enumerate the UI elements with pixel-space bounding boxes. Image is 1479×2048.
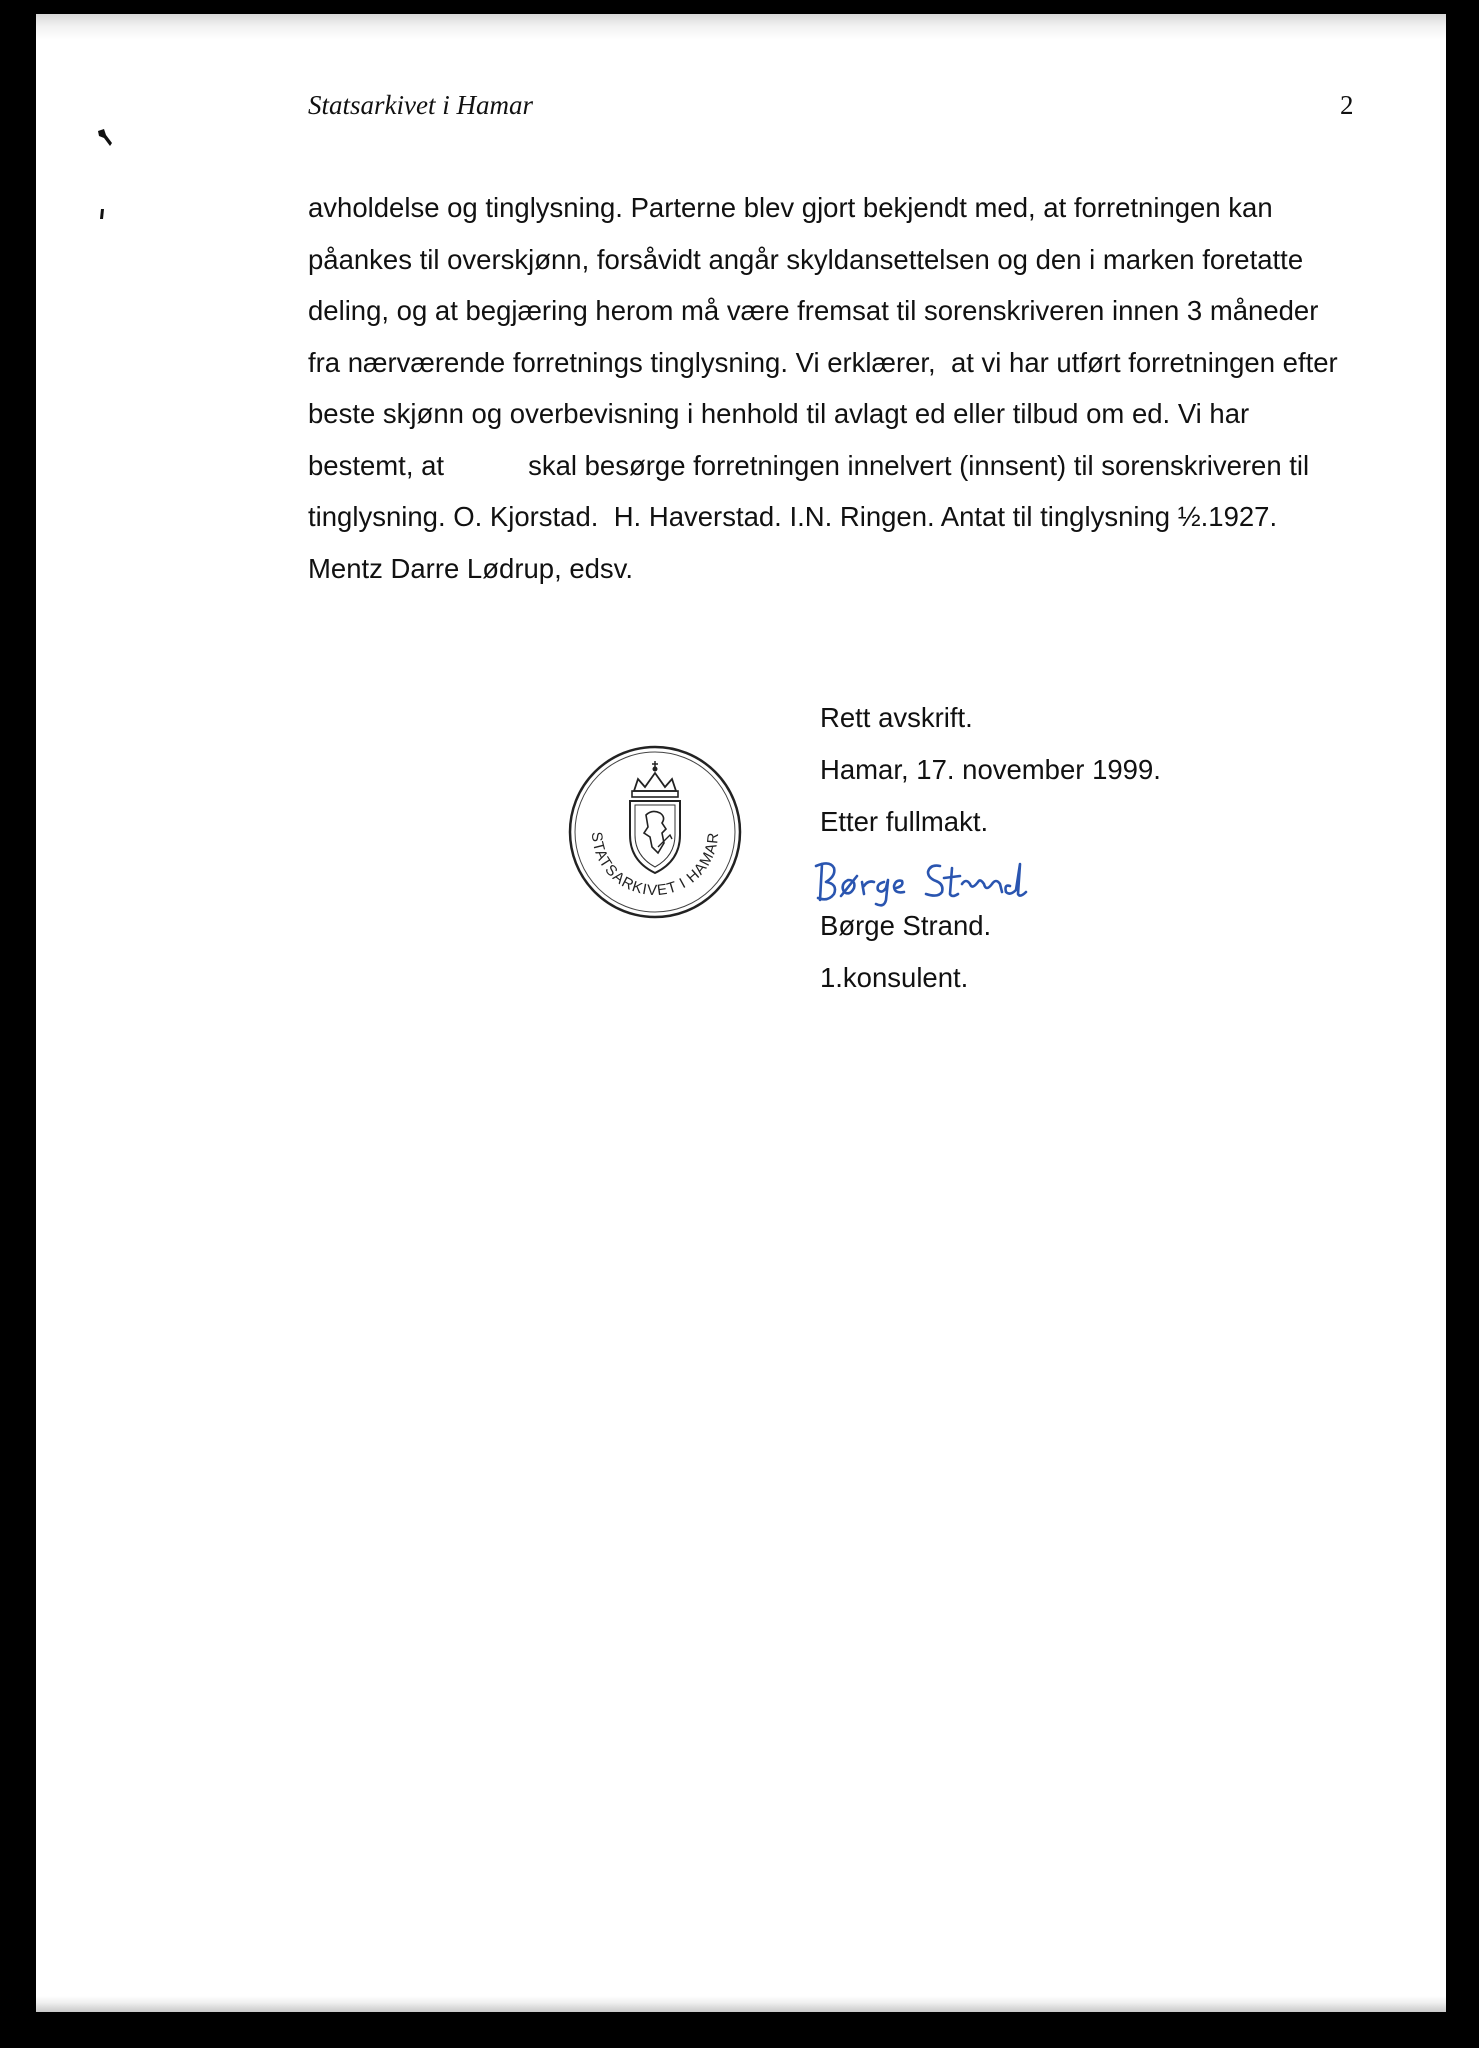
body-line: beste skjønn og overbevisning i henhold til avlagt ed eller tilbud om ed. Vi har (308, 398, 1250, 429)
body-line: Mentz Darre Lødrup, edsv. (308, 552, 634, 584)
handwritten-signature (810, 854, 1062, 910)
signatory-title: 1.konsulent. (820, 962, 969, 993)
scan-speck-dot (99, 208, 105, 220)
body-line: avholdelse og tinglysning. Parterne blev gjort bekjendt med, at forretningen kan (308, 192, 1273, 223)
body-line: fra nærværende forretnings tinglysning. Vi erklærer, at vi har utført forretningen efter (308, 346, 1338, 378)
body-line: bestemt, at skal besørge forretningen innelvert (innsent) til sorenskriveren til (308, 449, 1310, 481)
signatory-name: Børge Strand. (820, 910, 992, 941)
scan-speck-mark (96, 127, 114, 149)
document-body (308, 182, 1398, 594)
scan-top-shadow (36, 14, 1446, 40)
certification-place-date: Hamar, 17. november 1999. (820, 754, 1161, 785)
certification-true-copy: Rett avskrift. (820, 702, 973, 733)
body-line: tinglysning. O. Kjorstad. H. Haverstad. I.N. Ringen. Antat til tinglysning ½.1927. (308, 501, 1278, 532)
scan-bottom-shadow (36, 1996, 1446, 2012)
certification-authority: Etter fullmakt. (820, 806, 989, 837)
svg-text:STATSARKIVET I HAMAR: STATSARKIVET I HAMAR (587, 831, 723, 900)
body-line: deling, og at begjæring herom må være fremsat til sorenskriveren innen 3 måneder (308, 295, 1319, 326)
document-page (36, 14, 1446, 2012)
archive-seal-stamp (566, 743, 744, 921)
body-line: påankes til overskjønn, forsåvidt angår skyldansettelsen og den i marken foretatte (308, 243, 1304, 275)
header-page-number: 2 (1340, 90, 1354, 120)
header-archive-name: Statsarkivet i Hamar (308, 90, 533, 120)
